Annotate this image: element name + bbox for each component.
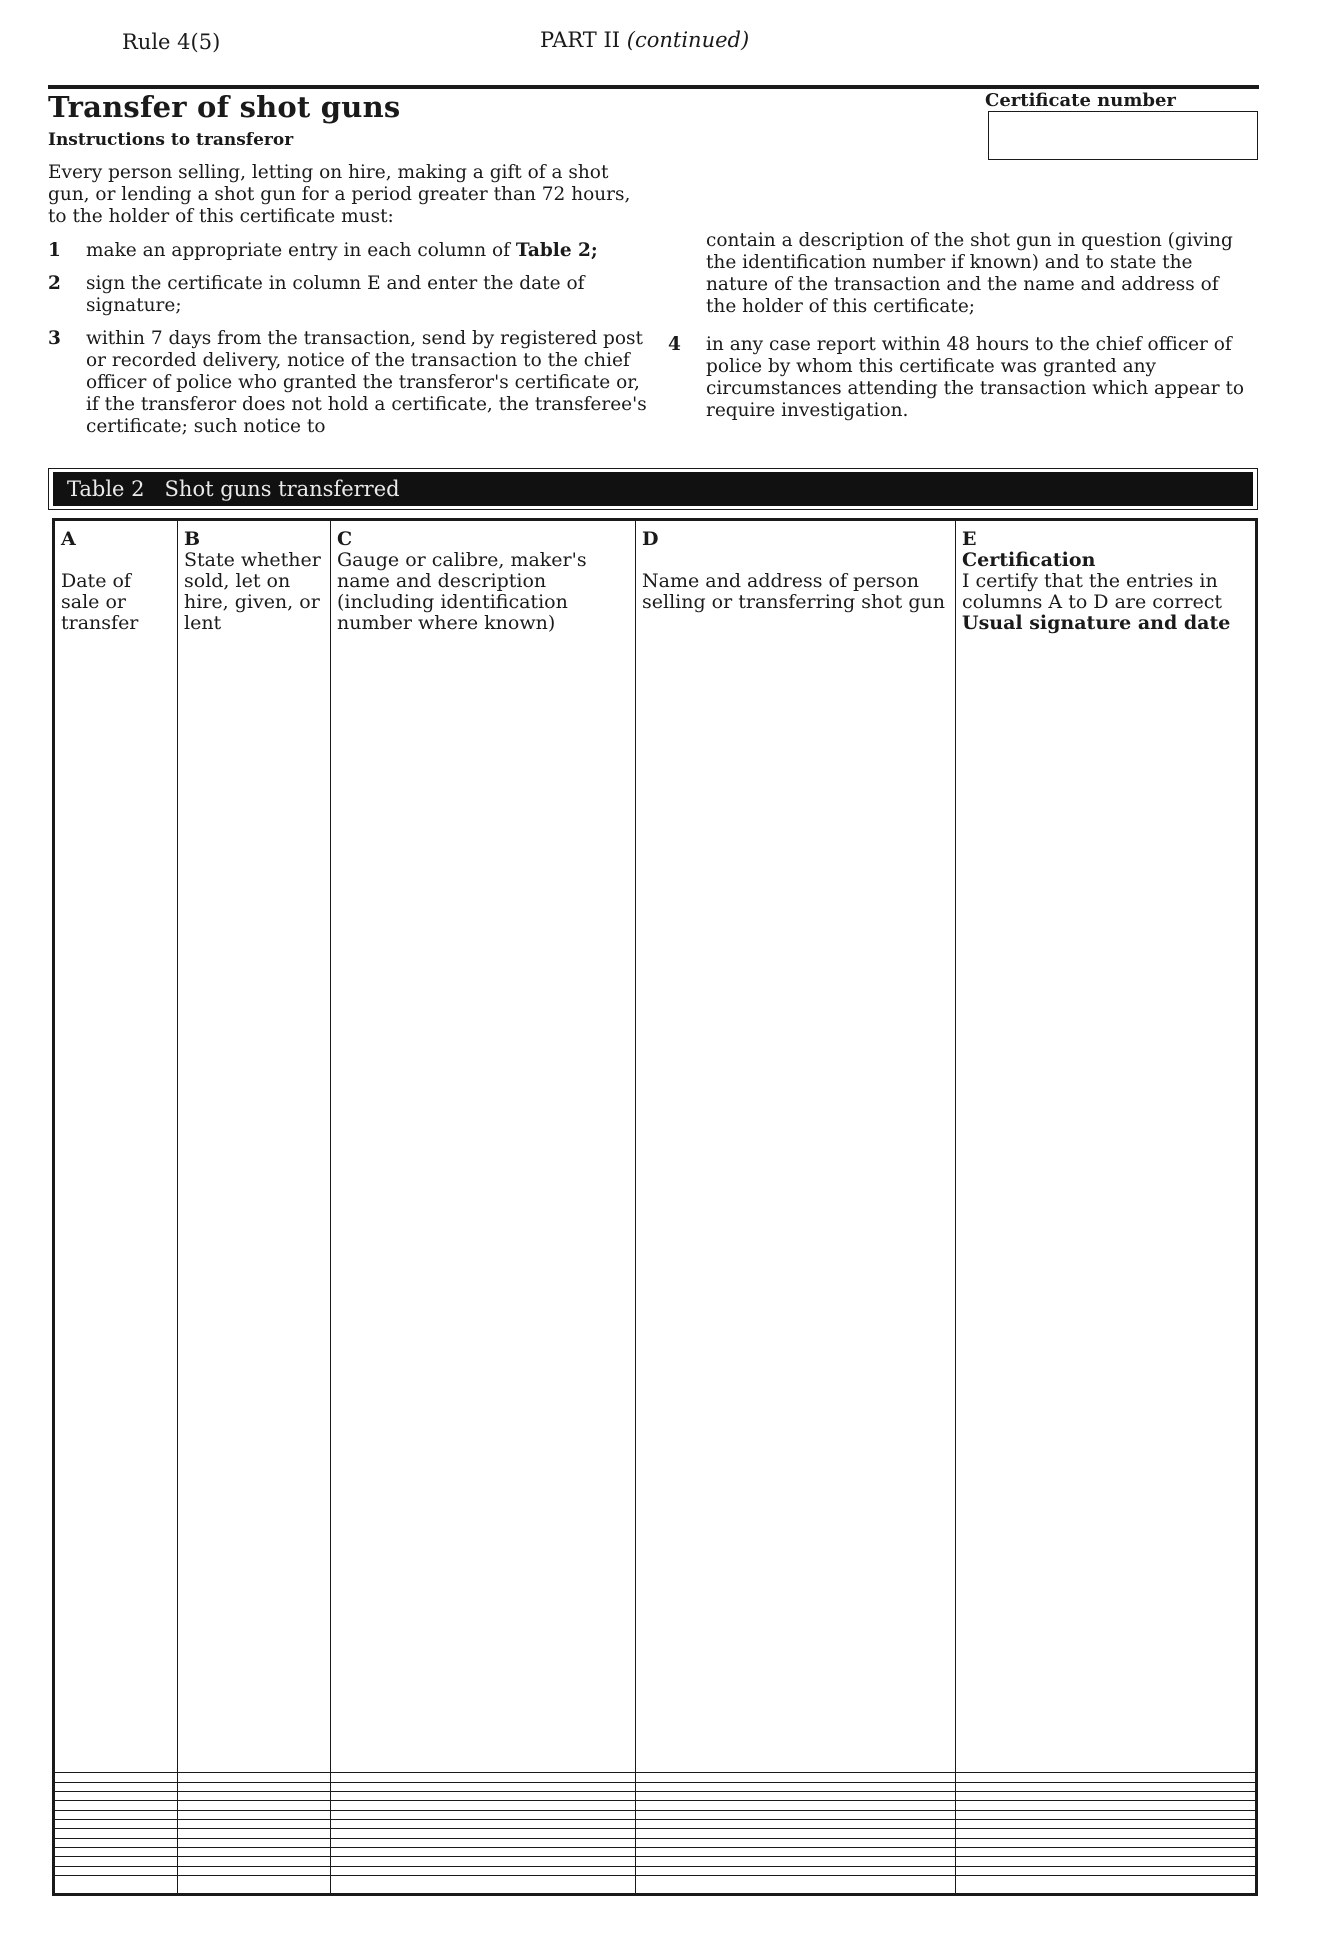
column-header-b: B State whether sold, let on hire, given, or lent	[178, 520, 331, 1773]
table-cell-b[interactable]	[178, 1866, 331, 1875]
table-cell-e[interactable]	[956, 1876, 1257, 1895]
table-cell-e[interactable]	[956, 1792, 1257, 1801]
table-cell-b[interactable]	[178, 1857, 331, 1866]
instruction-item-3-continued: contain a description of the shot gun in question (giving the identification number if known) and to state the nature of the transaction and the name and address of the holder of this certificate;	[706, 230, 1233, 317]
instruction-text: sign the certificate in column E and enter the date of signature;	[86, 273, 585, 316]
table-cell-a[interactable]	[54, 1792, 178, 1801]
table-cell-e[interactable]	[956, 1810, 1257, 1819]
table-cell-b[interactable]	[178, 1848, 331, 1857]
part-label: PART II	[540, 28, 621, 52]
table-cell-c[interactable]	[331, 1838, 636, 1847]
column-header-c: C Gauge or calibre, maker's name and description (including identification number where known)	[331, 520, 636, 1773]
table-cell-e[interactable]	[956, 1820, 1257, 1829]
column-header-a: A Date of sale or transfer	[54, 520, 178, 1773]
column-header-d: D Name and address of person selling or transferring shot gun	[636, 520, 956, 1773]
table-cell-d[interactable]	[636, 1838, 956, 1847]
table-cell-d[interactable]	[636, 1773, 956, 1782]
instruction-text: make an appropriate entry in each column of Table 2;	[86, 240, 598, 261]
table-cell-d[interactable]	[636, 1820, 956, 1829]
table-caption-bar	[53, 472, 1253, 506]
table-row	[54, 1829, 1257, 1838]
table-row	[54, 1876, 1257, 1895]
table-cell-c[interactable]	[331, 1801, 636, 1810]
column-header-e: E Certification I certify that the entries in columns A to D are correct Usual signature and date	[956, 520, 1257, 1773]
table-cell-d[interactable]	[636, 1810, 956, 1819]
table-row	[54, 1792, 1257, 1801]
table-cell-a[interactable]	[54, 1866, 178, 1875]
instruction-number: 3	[48, 328, 61, 349]
shot-guns-transferred-table	[52, 518, 1258, 1896]
table-cell-a[interactable]	[54, 1838, 178, 1847]
table-cell-b[interactable]	[178, 1792, 331, 1801]
table-cell-c[interactable]	[331, 1848, 636, 1857]
table-cell-a[interactable]	[54, 1876, 178, 1895]
table-cell-b[interactable]	[178, 1838, 331, 1847]
table-cell-d[interactable]	[636, 1857, 956, 1866]
table-cell-d[interactable]	[636, 1782, 956, 1791]
table-cell-a[interactable]	[54, 1820, 178, 1829]
table-cell-d[interactable]	[636, 1848, 956, 1857]
instruction-text: in any case report within 48 hours to the chief officer of police by whom this certificate was granted any circumstances attending the transaction which appear to require investigation.	[706, 334, 1245, 421]
certificate-number-label: Certificate number	[985, 90, 1176, 111]
table-caption-label: Table 2	[67, 477, 145, 501]
table-row	[54, 1838, 1257, 1847]
table-cell-b[interactable]	[178, 1820, 331, 1829]
instruction-item-3	[48, 328, 648, 438]
table-cell-c[interactable]	[331, 1810, 636, 1819]
instruction-number: 4	[668, 334, 681, 355]
table-cell-a[interactable]	[54, 1782, 178, 1791]
form-title: Transfer of shot guns	[48, 90, 401, 124]
instructions-intro: Every person selling, letting on hire, making a gift of a shot gun, or lending a shot gun for a period greater than 72 hours, to the holder of this certificate must:	[48, 162, 631, 227]
table-cell-e[interactable]	[956, 1866, 1257, 1875]
table-row	[54, 1820, 1257, 1829]
table-cell-c[interactable]	[331, 1829, 636, 1838]
certificate-number-field[interactable]	[988, 111, 1258, 160]
table-cell-e[interactable]	[956, 1782, 1257, 1791]
instruction-item-1	[48, 240, 648, 262]
table-row	[54, 1782, 1257, 1791]
table-row	[54, 1848, 1257, 1857]
table-cell-a[interactable]	[54, 1810, 178, 1819]
table-row	[54, 1801, 1257, 1810]
table-header-row	[54, 520, 1257, 1773]
table-cell-a[interactable]	[54, 1857, 178, 1866]
rule-reference: Rule 4(5)	[122, 30, 221, 54]
table-cell-d[interactable]	[636, 1829, 956, 1838]
table-row	[54, 1857, 1257, 1866]
part-heading	[540, 28, 749, 52]
table-cell-c[interactable]	[331, 1773, 636, 1782]
table-cell-c[interactable]	[331, 1866, 636, 1875]
top-rule-divider	[48, 85, 1259, 89]
table-caption-title: Shot guns transferred	[164, 477, 400, 501]
table-cell-e[interactable]	[956, 1773, 1257, 1782]
table-cell-d[interactable]	[636, 1792, 956, 1801]
table-cell-e[interactable]	[956, 1857, 1257, 1866]
table-cell-e[interactable]	[956, 1848, 1257, 1857]
table-cell-b[interactable]	[178, 1810, 331, 1819]
table-cell-b[interactable]	[178, 1829, 331, 1838]
table-cell-c[interactable]	[331, 1857, 636, 1866]
table-cell-a[interactable]	[54, 1829, 178, 1838]
table-row	[54, 1866, 1257, 1875]
table-cell-d[interactable]	[636, 1866, 956, 1875]
table-cell-a[interactable]	[54, 1773, 178, 1782]
table-cell-c[interactable]	[331, 1876, 636, 1895]
table-cell-d[interactable]	[636, 1801, 956, 1810]
instruction-text: within 7 days from the transaction, send by registered post or recorded delivery, notice of the transaction to the chief officer of police who granted the transferor's certificate or, if the transferor does not hold a certificate, the transferee's certificate; such notice to	[86, 328, 647, 437]
table-cell-c[interactable]	[331, 1782, 636, 1791]
table-row	[54, 1810, 1257, 1819]
table-cell-b[interactable]	[178, 1773, 331, 1782]
table-cell-b[interactable]	[178, 1801, 331, 1810]
form-subtitle: Instructions to transferor	[48, 130, 294, 150]
instruction-item-4	[668, 334, 1263, 422]
table-cell-b[interactable]	[178, 1782, 331, 1791]
table-cell-c[interactable]	[331, 1792, 636, 1801]
table-cell-a[interactable]	[54, 1848, 178, 1857]
table-cell-e[interactable]	[956, 1838, 1257, 1847]
instruction-number: 1	[48, 240, 61, 261]
table-cell-d[interactable]	[636, 1876, 956, 1895]
table-cell-a[interactable]	[54, 1801, 178, 1810]
table-cell-c[interactable]	[331, 1820, 636, 1829]
instruction-item-2	[48, 273, 648, 317]
instruction-number: 2	[48, 273, 61, 294]
table-cell-e[interactable]	[956, 1829, 1257, 1838]
table-cell-e[interactable]	[956, 1801, 1257, 1810]
table-row	[54, 1773, 1257, 1782]
table-cell-b[interactable]	[178, 1876, 331, 1895]
continued-label: (continued)	[626, 28, 750, 52]
